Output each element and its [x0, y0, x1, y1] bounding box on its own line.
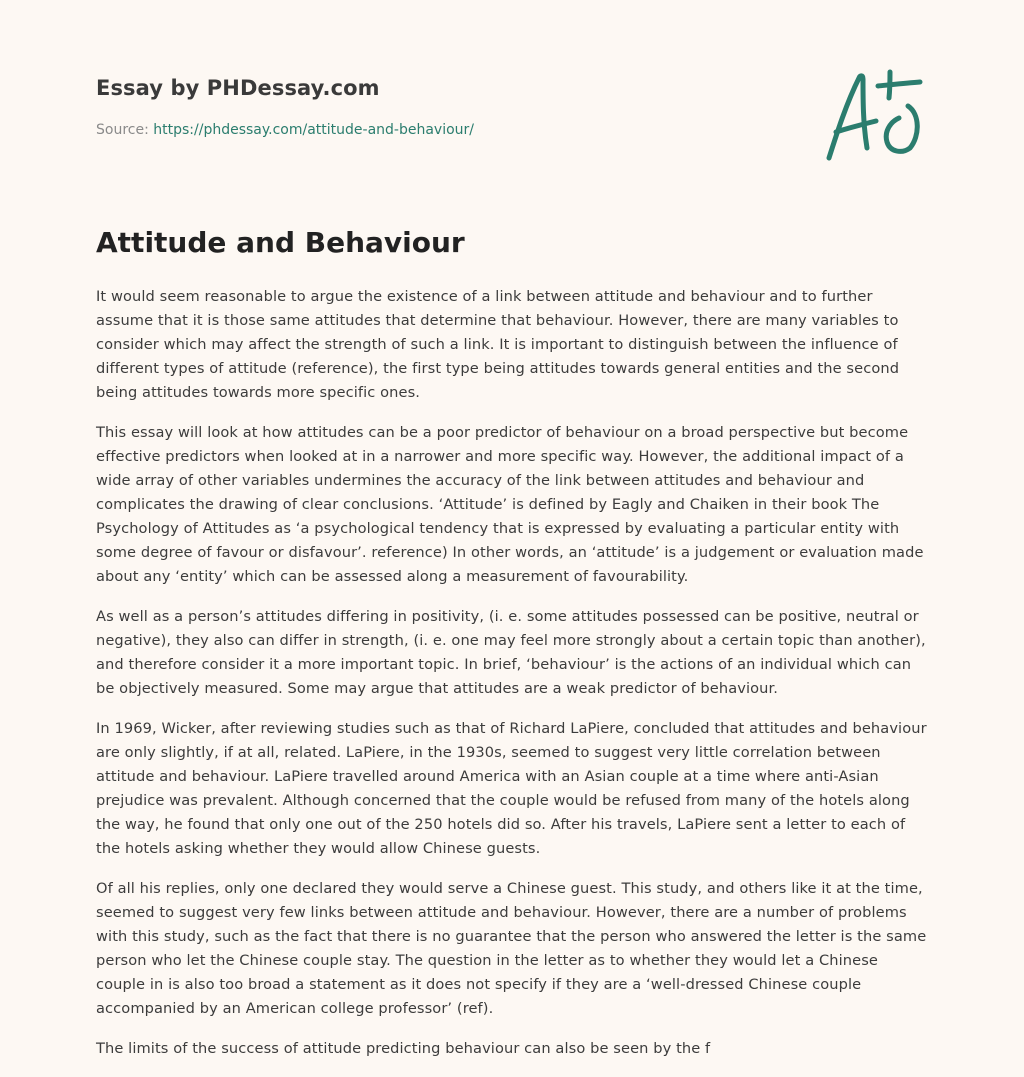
- source-link[interactable]: https://phdessay.com/attitude-and-behaviour/: [153, 122, 475, 138]
- site-brand: Essay by PHDessay.com: [96, 76, 380, 100]
- paragraph-truncated: The limits of the success of attitude predicting behaviour can also be seen by the f: [96, 1040, 711, 1057]
- source-line: [96, 122, 796, 138]
- a-plus-icon: [822, 66, 926, 166]
- paragraph: This essay will look at how attitudes can be a poor predictor of behaviour on a broad perspective but become effective predictors when looked at in a narrower and more specific way. However, the additional impact of a wide array of other variables undermines the accuracy of the link between attitudes and behaviour and complicates the drawing of clear conclusions. ‘Attitude’ is defined by Eagly and Chaiken in their book The Psychology of Attitudes as ‘a psychological tendency that is expressed by evaluating a particular entity with some degree of favour or disfavour’. reference) In other words, an ‘attitude’ is a judgement or evaluation made about any ‘entity’ which can be assessed along a measurement of favourability.: [96, 424, 924, 585]
- paragraph: It would seem reasonable to argue the existence of a link between attitude and behaviour and to further assume that it is those same attitudes that determine that behaviour. However, there are many variables to consider which may affect the strength of such a link. It is important to distinguish between the influence of different types of attitude (reference), the first type being attitudes towards general entities and the second being attitudes towards more specific ones.: [96, 288, 900, 401]
- essay-body: [96, 285, 930, 1077]
- essay-title: Attitude and Behaviour: [96, 226, 465, 259]
- paragraph: As well as a person’s attitudes differing in positivity, (i. e. some attitudes possessed can be positive, neutral or negative), they also can differ in strength, (i. e. one may feel more strongly about a certain topic than another), and therefore consider it a more important topic. In brief, ‘behaviour’ is the actions of an individual which can be objectively measured. Some may argue that attitudes are a weak predictor of behaviour.: [96, 608, 926, 697]
- paragraph: In 1969, Wicker, after reviewing studies such as that of Richard LaPiere, concluded that attitudes and behaviour are only slightly, if at all, related. LaPiere, in the 1930s, seemed to suggest very little correlation between attitude and behaviour. LaPiere travelled around America with an Asian couple at a time where anti-Asian prejudice was prevalent. Although concerned that the couple would be refused from many of the hotels along the way, he found that only one out of the 250 hotels did so. After his travels, LaPiere sent a letter to each of the hotels asking whether they would allow Chinese guests.: [96, 720, 927, 857]
- source-label: Source:: [96, 122, 149, 138]
- essay-header: [96, 76, 796, 138]
- paragraph: Of all his replies, only one declared they would serve a Chinese guest. This study, and others like it at the time, seemed to suggest very few links between attitude and behaviour. However, there are a number of problems with this study, such as the fact that there is no guarantee that the person who answered the letter is the same person who let the Chinese couple stay. The question in the letter as to whether they would let a Chinese couple in is also too broad a statement as it does not specify if they are a ‘well-dressed Chinese couple accompanied by an American college professor’ (ref).: [96, 880, 927, 1017]
